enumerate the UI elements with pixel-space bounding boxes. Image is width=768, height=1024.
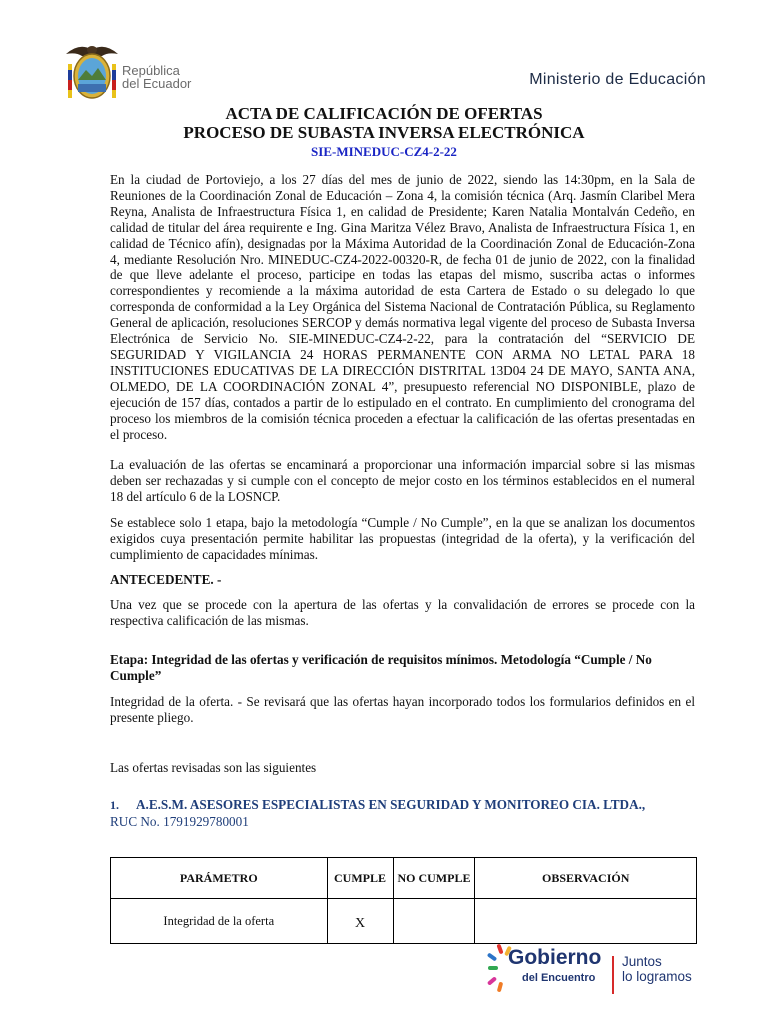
cell-no-cumple <box>393 899 475 944</box>
ecuador-coat-of-arms-icon <box>62 40 122 104</box>
gobierno-del-encuentro-logo <box>486 942 716 1002</box>
republic-line-2: del Ecuador <box>122 76 192 91</box>
logo-divider <box>612 956 614 994</box>
cell-cumple: X <box>327 899 393 944</box>
page-header <box>62 40 706 110</box>
paragraph-methodology: Se establece solo 1 etapa, bajo la metodología “Cumple / No Cumple”, en la que se analizan los documentos exigidos cuya presentación permite habilitar las propuestas (integridad de la oferta), y la verificación del cumplimiento de capacidades mínimas. <box>110 515 695 562</box>
document-title: ACTA DE CALIFICACIÓN DE OFERTAS <box>225 104 543 123</box>
header-no-cumple: NO CUMPLE <box>393 858 475 899</box>
offer-number: 1. <box>110 798 119 812</box>
gobierno-text: Gobierno <box>508 946 602 969</box>
process-code: SIE-MINEDUC-CZ4-2-22 <box>311 144 457 159</box>
ministry-name: Ministerio de Educación <box>529 71 706 88</box>
heading-etapa: Etapa: Integridad de las ofertas y verificación de requisitos mínimos. Metodología “Cumple / No Cumple” <box>110 652 652 683</box>
paragraph-evaluation: La evaluación de las ofertas se encaminará a proporcionar una información imparcial sobre si las mismas deben ser rechazadas y si cumple con el concepto de mejor costo en los términos establecidos en el numeral 18 del artículo 6 de la LOSNCP. <box>110 457 695 504</box>
paragraph-antecedente: Una vez que se procede con la apertura de las ofertas y la convalidación de errores se procede con la respectiva calificación de las mismas. <box>110 597 695 628</box>
table-row <box>111 899 697 944</box>
slogan-line-1: Juntos <box>622 954 662 969</box>
cell-observacion <box>475 899 697 944</box>
offer-ruc: RUC No. 1791929780001 <box>110 813 249 829</box>
paragraph-offers-reviewed: Las ofertas revisadas son las siguientes <box>110 760 317 775</box>
slogan <box>622 954 692 984</box>
offer-item <box>110 797 695 830</box>
header-cumple: CUMPLE <box>327 858 393 899</box>
header-observacion: OBSERVACIÓN <box>475 858 697 899</box>
slogan-line-2: lo logramos <box>622 969 692 984</box>
header-parametro: PARÁMETRO <box>111 858 328 899</box>
paragraph-intro: En la ciudad de Portoviejo, a los 27 días del mes de junio de 2022, siendo las 14:30pm, en la Sala de Reuniones de la Coordinación Zonal de Educación – Zona 4, la comisión técnica (Arq. Jasmín Claribel Mera Reyna, Analista de Infraestructura Física 1, en calidad de Presidente; Karen Natalia Montalván Cedeño, en calidad de titular del área requirente e Ing. Gina Maritza Vélez Bravo, Analista de Infraestructura Física 1, en calidad de Técnico afín), designadas por la Máxima Autoridad de la Coordinación Zonal de Educación-Zona 4, mediante Resolución Nro. MINEDUC-CZ4-2022-00320-R, de fecha 01 de junio de 2022, con la finalidad de que lleve adelante el proceso, participe en todas las etapas del mismo, suscriba actas o informes correspondientes y recomiende a la máxima autoridad de esta Cartera de Estado o su delegado lo que corresponda de conformidad a la Ley Orgánica del Sistema Nacional de Contratación Pública, su Reglamento General de aplicación, resoluciones SERCOP y demás normativa legal vigente del proceso de Subasta Inversa Electrónica de Servicio No. SIE-MINEDUC-CZ4-2-22, para la contratación del “SERVICIO DE SEGURIDAD Y VIGILANCIA 24 HORAS PERMANENTE CON ARMA NO LETAL PARA 18 INSTITUCIONES EDUCATIVAS DE LA DIRECCIÓN DISTRITAL 13D04 24 DE MAYO, SANTA ANA, OLMEDO, DE LA COORDINACIÓN ZONAL 4”, presupuesto referencial NO DISPONIBLE, plazo de ejecución de 157 días, contados a partir de lo estipulado en el contrato. En cumplimiento del cronograma del proceso los miembros de la comisión técnica proceden a efectuar la calificación de las ofertas presentadas en el proceso. <box>110 172 695 442</box>
table-header-row <box>111 858 697 899</box>
encuentro-text: del Encuentro <box>522 972 596 984</box>
document-subtitle: PROCESO DE SUBASTA INVERSA ELECTRÓNICA <box>183 123 585 142</box>
cell-parametro: Integridad de la oferta <box>111 899 328 944</box>
evaluation-table <box>110 857 697 944</box>
republic-line-1: República <box>122 63 180 78</box>
heading-antecedente: ANTECEDENTE. - <box>110 572 222 587</box>
offer-name: A.E.S.M. ASESORES ESPECIALISTAS EN SEGURIDAD Y MONITOREO CIA. LTDA., <box>136 797 646 812</box>
republic-name <box>122 64 191 90</box>
paragraph-integrity: Integridad de la oferta. - Se revisará que las ofertas hayan incorporado todos los formularios definidos en el presente pliego. <box>110 694 695 725</box>
